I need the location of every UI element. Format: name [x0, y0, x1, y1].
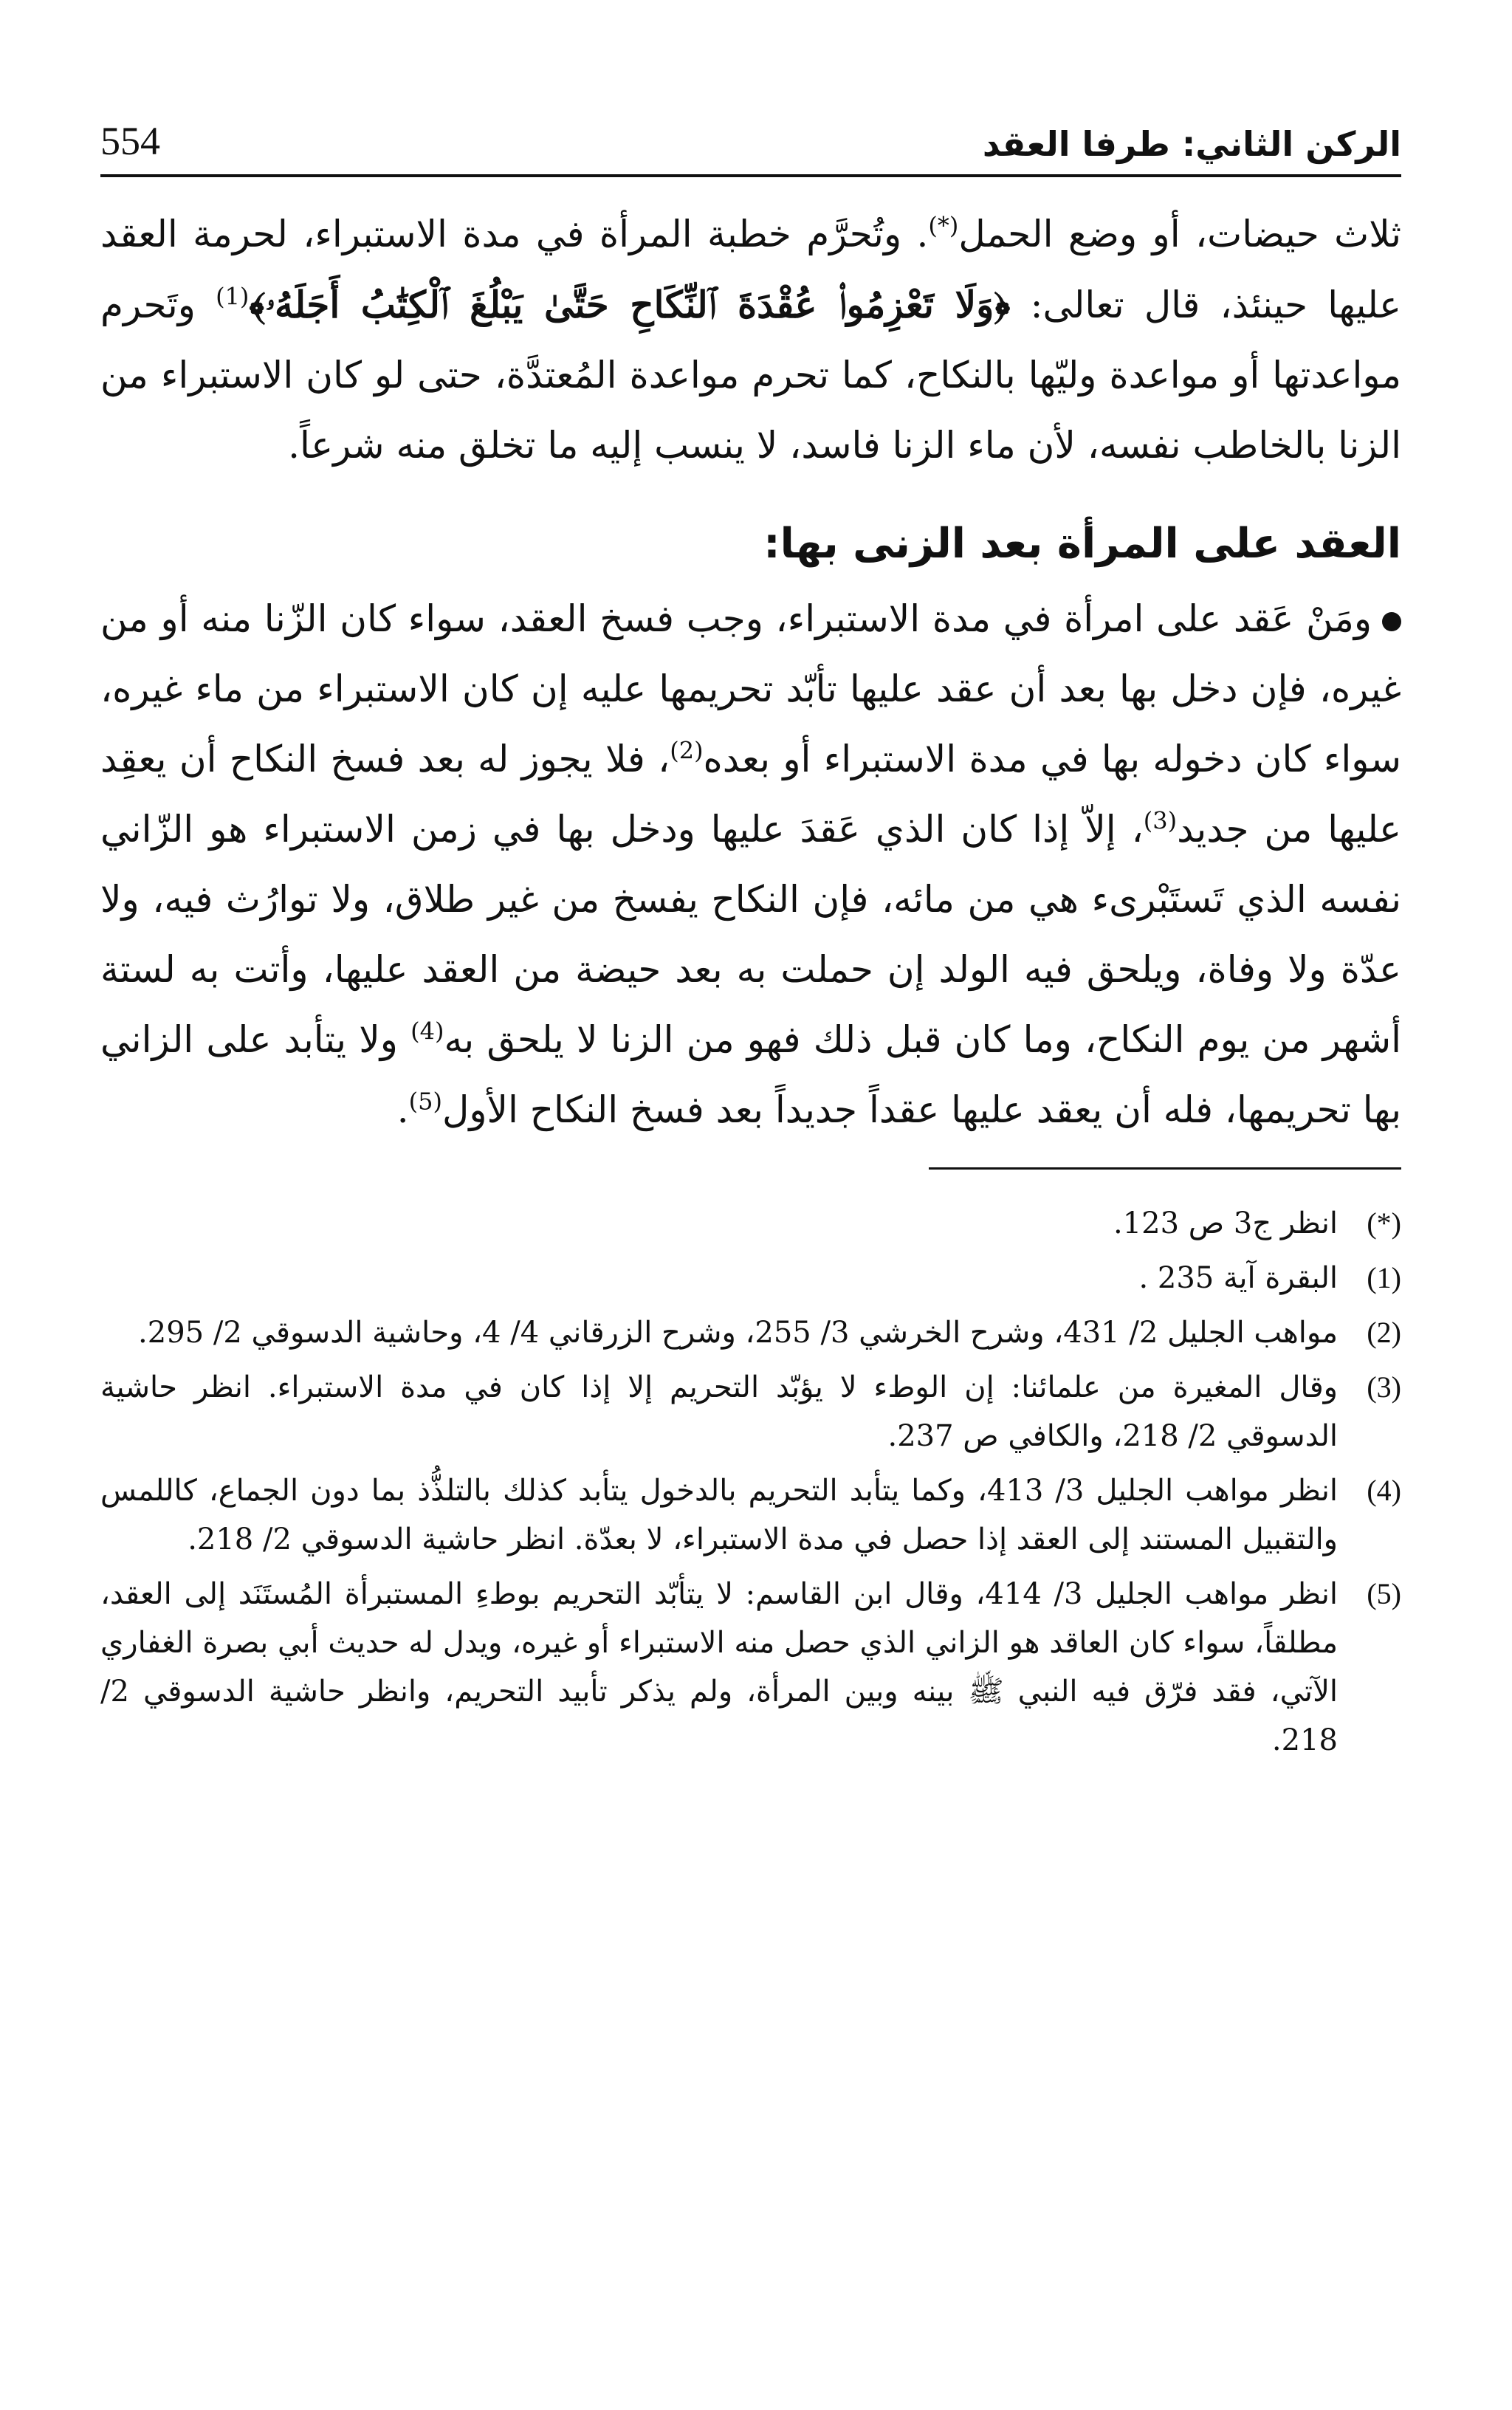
- footnote: [100, 1308, 1401, 1357]
- running-title: الركن الثاني: طرفا العقد: [982, 124, 1401, 164]
- footnote: [100, 1466, 1401, 1564]
- footnote-marker: (2): [1367, 1316, 1401, 1349]
- bullet-icon: [1382, 612, 1401, 631]
- paragraph-2: [100, 584, 1401, 1145]
- footnote-text: البقرة آية 235 .: [1138, 1261, 1338, 1295]
- para1-text-b: . وتُحرَّم خطبة المرأة في مدة الاستبراء، لحرمة العقد عليها حينئذ، قال تعالى:: [100, 213, 1401, 326]
- para1-text-a: ثلاث حيضات، أو وضع الحمل: [958, 213, 1402, 255]
- quran-verse: ﴿وَلَا تَعْزِمُوا۟ عُقْدَةَ ٱلنِّكَاحِ حَتَّىٰ يَبْلُغَ ٱلْكِتَٰبُ أَجَلَهُۥ﴾: [249, 283, 1011, 326]
- footnote: [100, 1363, 1401, 1460]
- footnote: [100, 1254, 1401, 1302]
- footnote-marker: (4): [1367, 1474, 1401, 1507]
- para2-text-a: ومَنْ عَقد على امرأة في مدة الاستبراء، وجب فسخ العقد، سواء كان الزّنا منه أو من غيره، فإن دخل بها بعد أن عقد عليها تأبّد تحريمها عليه إن كان الاستبراء من ماء غيره، سواء كان دخوله بها في مدة الاستبراء أو بعده: [100, 597, 1401, 780]
- footnote: [100, 1199, 1401, 1248]
- footnote-ref-4: (4): [410, 1017, 444, 1046]
- section-heading: العقد على المرأة بعد الزنى بها:: [763, 520, 1401, 568]
- footnote-marker: (*): [1367, 1206, 1401, 1240]
- para1-text-c: وتَحرم مواعدتها أو مواعدة وليّها بالنكاح، كما تحرم مواعدة المُعتدَّة، حتى لو كان الاستبراء من الزنا بالخاطب نفسه، لأن ماء الزنا فاسد، لا ينسب إليه ما تخلق منه شرعاً.: [100, 284, 1401, 467]
- footnote-ref-2: (2): [670, 736, 704, 765]
- footnote-text: وقال المغيرة من علمائنا: إن الوطء لا يؤبّد التحريم إلا إذا كان في مدة الاستبراء. انظر حاشية الدسوقي 2/ 218، والكافي ص 237.: [100, 1370, 1338, 1453]
- footnote-divider: [929, 1167, 1401, 1170]
- footnotes: [100, 1199, 1401, 1765]
- page-number: 554: [100, 119, 160, 163]
- page-header: [100, 111, 1401, 177]
- main-text: [100, 199, 1401, 1145]
- para2-text-d: ولا يتأبد على الزاني بها تحريمها، فله أن يعقد عليها عقداً جديداً بعد فسخ النكاح الأول: [100, 1018, 1401, 1131]
- footnote-ref-1: (1): [216, 282, 250, 311]
- paragraph-1: [100, 199, 1401, 481]
- para2-text-b: ، فلا يجوز له بعد فسخ النكاح أن يعقِد عليها من جديد: [100, 738, 1402, 851]
- footnote-text: مواهب الجليل 2/ 431، وشرح الخرشي 3/ 255، وشرح الزرقاني 4/ 4، وحاشية الدسوقي 2/ 295.: [138, 1316, 1338, 1350]
- footnote: [100, 1570, 1401, 1765]
- footnote-marker: (3): [1367, 1370, 1401, 1404]
- footnote-marker: (5): [1367, 1577, 1401, 1610]
- footnote-text: انظر ج3 ص 123.: [1113, 1206, 1338, 1240]
- footnote-ref-3: (3): [1143, 806, 1178, 835]
- para2-text-e: .: [396, 1088, 409, 1131]
- footnote-text: انظر مواهب الجليل 3/ 414، وقال ابن القاسم: لا يتأبّد التحريم بوطءِ المستبرأة المُستَنَد إلى العقد، مطلقاً، سواء كان العاقد هو الزاني الذي حصل منه الاستبراء أو غيره، ويدل له حديث أبي بصرة الغفاري الآتي، فقد فرّق فيه النبي ﷺ بينه وبين المرأة، ولم يذكر تأبيد التحريم، وانظر حاشية الدسوقي 2/ 218.: [100, 1577, 1339, 1757]
- footnote-ref-star: (*): [928, 211, 959, 240]
- footnote-text: انظر مواهب الجليل 3/ 413، وكما يتأبد التحريم بالدخول يتأبد كذلك بالتلذُّذ بما دون الجماع، كاللمس والتقبيل المستند إلى العقد إذا حصل في مدة الاستبراء، لا بعدّة. انظر حاشية الدسوقي 2/ 218.: [100, 1474, 1338, 1556]
- footnote-ref-5: (5): [408, 1087, 442, 1116]
- footnote-marker: (1): [1367, 1261, 1401, 1294]
- para2-text-c: ، إلاّ إذا كان الذي عَقدَ عليها ودخل بها في زمن الاستبراء هو الزّاني نفسه الذي تَستَبْرىء هي من مائه، فإن النكاح يفسخ من غير طلاق، ولا توارُث فيه، ولا عدّة ولا وفاة، ويلحق فيه الولد إن حملت به بعد حيضة من العقد عليها، وأتت به لستة أشهر من يوم النكاح، وما كان قبل ذلك فهو من الزنا لا يلحق به: [100, 808, 1401, 1061]
